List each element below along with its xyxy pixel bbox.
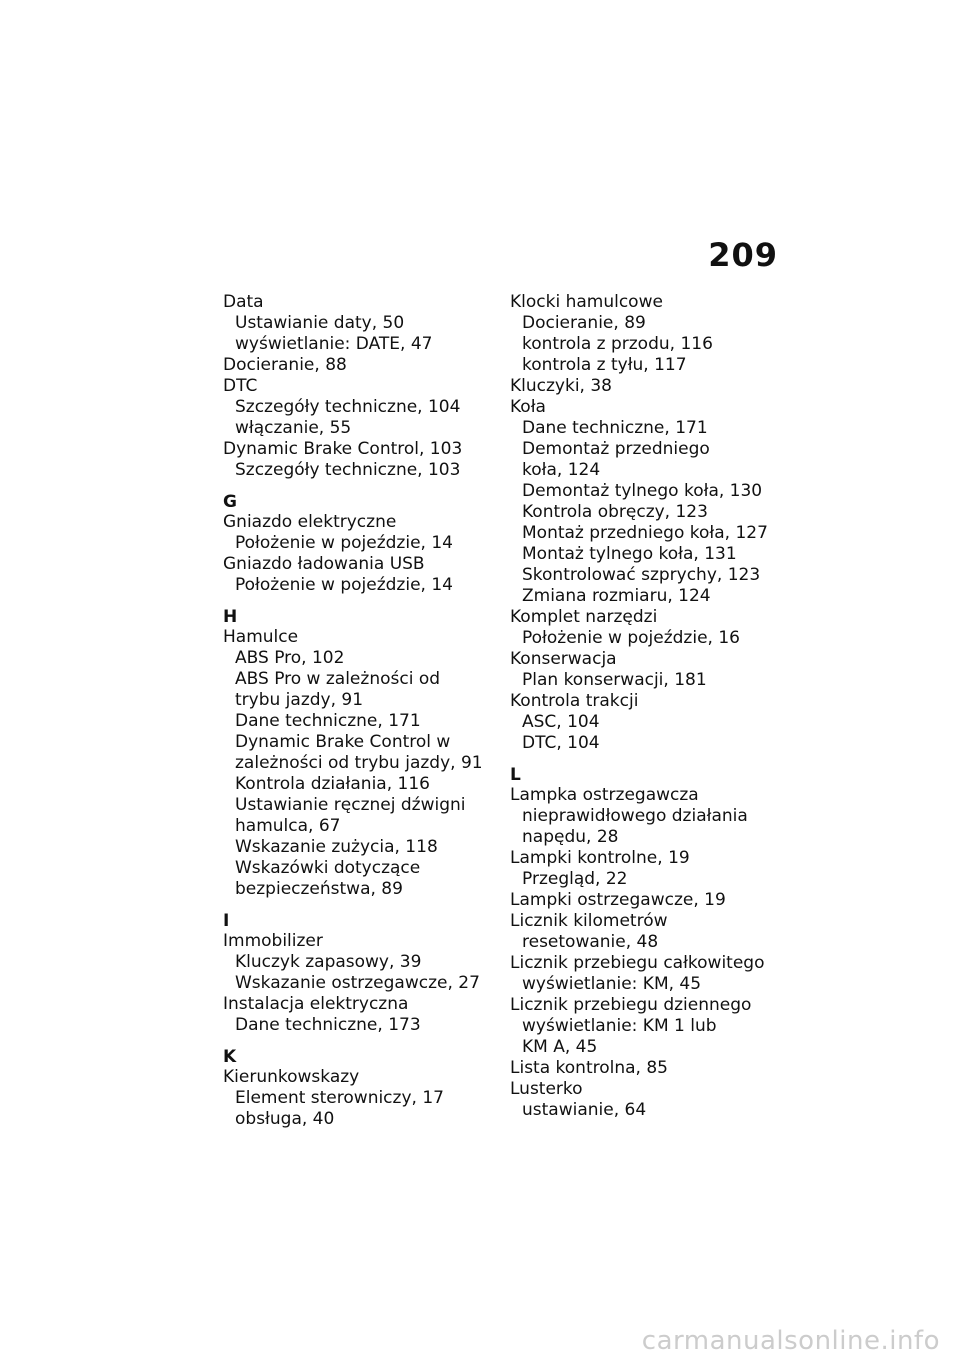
index-entry: Immobilizer — [223, 931, 323, 951]
index-subentry: Kontrola obręczy, 123 — [522, 502, 708, 522]
index-subentry: ABS Pro, 102 — [235, 648, 345, 668]
index-subentry: kontrola z tyłu, 117 — [522, 355, 687, 375]
index-subentry: KM A, 45 — [522, 1037, 598, 1057]
index-subentry: nieprawidłowego działania — [522, 806, 748, 826]
index-subentry: ASC, 104 — [522, 712, 600, 732]
index-subentry: ABS Pro w zależności od — [235, 669, 441, 689]
index-entry: Docieranie, 88 — [223, 355, 347, 375]
index-subentry: bezpieczeństwa, 89 — [235, 879, 403, 899]
index-subentry: resetowanie, 48 — [522, 932, 659, 952]
index-entry: Hamulce — [223, 627, 299, 647]
index-entry: Licznik przebiegu całkowitego — [510, 953, 765, 973]
index-entry: Lista kontrolna, 85 — [510, 1058, 668, 1078]
index-subentry: Położenie w pojeździe, 16 — [522, 628, 740, 648]
index-subentry: Wskazanie ostrzegawcze, 27 — [235, 973, 480, 993]
index-subentry: obsługa, 40 — [235, 1109, 335, 1129]
index-subentry: Kluczyk zapasowy, 39 — [235, 952, 422, 972]
index-subentry: Dane techniczne, 173 — [235, 1015, 421, 1035]
index-subentry: Plan konserwacji, 181 — [522, 670, 707, 690]
index-subentry: kontrola z przodu, 116 — [522, 334, 713, 354]
index-subentry: włączanie, 55 — [235, 418, 352, 438]
index-entry: Licznik przebiegu dziennego — [510, 995, 752, 1015]
index-entry: Koła — [510, 397, 546, 417]
index-subentry: Dane techniczne, 171 — [235, 711, 421, 731]
index-subentry: koła, 124 — [522, 460, 601, 480]
index-section-letter: L — [510, 765, 521, 785]
index-subentry: Demontaż przedniego — [522, 439, 710, 459]
index-entry: Dynamic Brake Control, 103 — [223, 439, 463, 459]
index-subentry: Położenie w pojeździe, 14 — [235, 533, 453, 553]
index-subentry: Montaż przedniego koła, 127 — [522, 523, 768, 543]
index-subentry: Docieranie, 89 — [522, 313, 646, 333]
index-entry: Komplet narzędzi — [510, 607, 658, 627]
index-subentry: Szczegóły techniczne, 104 — [235, 397, 461, 417]
index-entry: Lusterko — [510, 1079, 583, 1099]
index-entry: Instalacja elektryczna — [223, 994, 409, 1014]
index-entry: Lampki ostrzegawcze, 19 — [510, 890, 726, 910]
index-subentry: Położenie w pojeździe, 14 — [235, 575, 453, 595]
index-subentry: DTC, 104 — [522, 733, 600, 753]
index-subentry: Demontaż tylnego koła, 130 — [522, 481, 763, 501]
watermark: carmanualsonline.info — [641, 1326, 940, 1356]
index-subentry: Wskazanie zużycia, 118 — [235, 837, 438, 857]
index-subentry: Dynamic Brake Control w — [235, 732, 451, 752]
index-subentry: wyświetlanie: KM 1 lub — [522, 1016, 717, 1036]
index-subentry: Ustawianie ręcznej dźwigni — [235, 795, 466, 815]
index-entry: Data — [223, 292, 264, 312]
index-subentry: Element sterowniczy, 17 — [235, 1088, 444, 1108]
index-subentry: zależności od trybu jazdy, 91 — [235, 753, 483, 773]
index-entry: Kierunkowskazy — [223, 1067, 360, 1087]
index-subentry: Montaż tylnego koła, 131 — [522, 544, 737, 564]
index-entry: Klocki hamulcowe — [510, 292, 663, 312]
index-entry: Kluczyki, 38 — [510, 376, 612, 396]
index-subentry: Szczegóły techniczne, 103 — [235, 460, 461, 480]
index-subentry: Wskazówki dotyczące — [235, 858, 421, 878]
index-entry: Lampki kontrolne, 19 — [510, 848, 690, 868]
index-entry: DTC — [223, 376, 258, 396]
index-section-letter: H — [223, 607, 238, 627]
index-subentry: ustawianie, 64 — [522, 1100, 647, 1120]
index-entry: Lampka ostrzegawcza — [510, 785, 699, 805]
index-section-letter: G — [223, 492, 237, 512]
index-subentry: Zmiana rozmiaru, 124 — [522, 586, 711, 606]
index-section-letter: K — [223, 1047, 237, 1067]
index-column-left — [223, 292, 498, 1130]
index-subentry: wyświetlanie: KM, 45 — [522, 974, 702, 994]
index-subentry: Przegląd, 22 — [522, 869, 628, 889]
index-column-right — [510, 292, 785, 1121]
index-subentry: trybu jazdy, 91 — [235, 690, 364, 710]
index-subentry: hamulca, 67 — [235, 816, 341, 836]
index-subentry: Skontrolować szprychy, 123 — [522, 565, 761, 585]
index-subentry: Ustawianie daty, 50 — [235, 313, 405, 333]
index-subentry: napędu, 28 — [522, 827, 619, 847]
index-entry: Gniazdo elektryczne — [223, 512, 397, 532]
index-entry: Kontrola trakcji — [510, 691, 639, 711]
index-subentry: Kontrola działania, 116 — [235, 774, 430, 794]
index-entry: Licznik kilometrów — [510, 911, 668, 931]
index-section-letter: I — [223, 911, 230, 931]
index-entry: Gniazdo ładowania USB — [223, 554, 425, 574]
page-number: 209 — [708, 236, 778, 274]
index-entry: Konserwacja — [510, 649, 617, 669]
index-subentry: wyświetlanie: DATE, 47 — [235, 334, 433, 354]
index-subentry: Dane techniczne, 171 — [522, 418, 708, 438]
